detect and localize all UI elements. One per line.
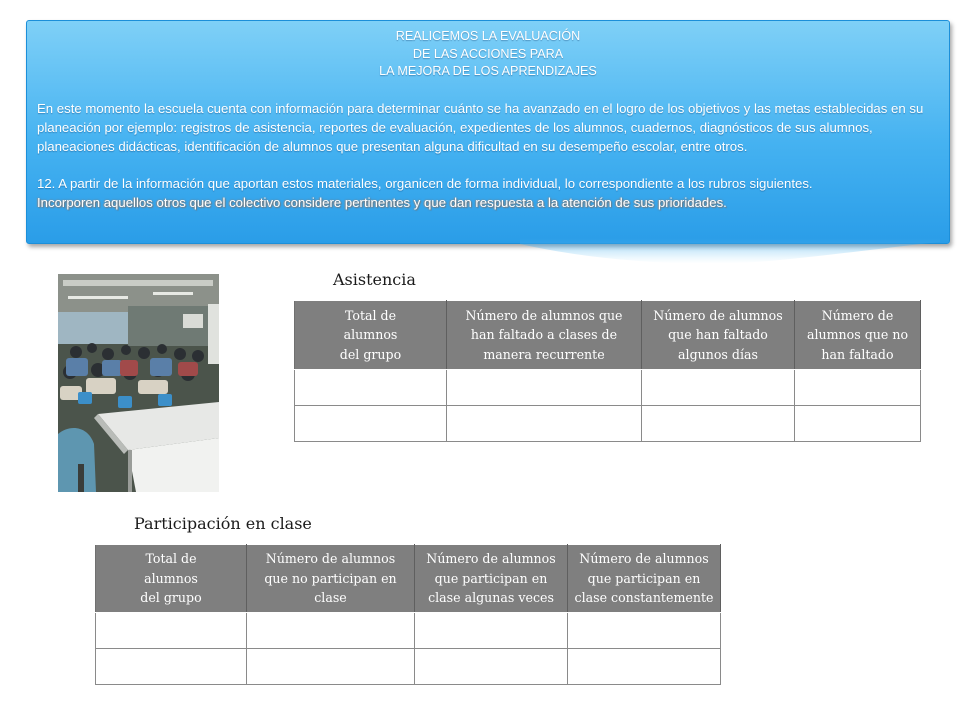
banner-paragraph: En este momento la escuela cuenta con información para determinar cuánto se ha avanzado en el logro de los objetivos y las metas establecidas en su planeación por ejemplo: registros de asistencia, reportes de evaluación, expedientes de los alumnos, cuadernos, diagnósticos de sus alumnos, planeaciones didácticas, identificación de alumnos que presentan alguna dificultad en su desempeño escolar, entre otros. bbox=[37, 100, 924, 154]
header-line: Total de bbox=[145, 551, 197, 567]
header-total-alumnos bbox=[96, 545, 247, 613]
table-cell[interactable] bbox=[447, 370, 642, 406]
header-total-alumnos bbox=[295, 301, 447, 370]
header-line: Número de alumnos bbox=[426, 551, 556, 567]
header-faltado-algunos-dias bbox=[642, 301, 795, 370]
asistencia-header-row bbox=[295, 301, 921, 370]
header-line: que participan en bbox=[434, 570, 548, 586]
header-line: han faltado a clases de bbox=[470, 327, 618, 343]
header-line: han faltado bbox=[821, 346, 894, 362]
header-line: Número de alumnos bbox=[653, 307, 783, 323]
participacion-header-row bbox=[96, 545, 721, 613]
table-cell[interactable] bbox=[96, 613, 247, 649]
header-line: que no participan en bbox=[264, 570, 397, 586]
table-cell[interactable] bbox=[795, 370, 921, 406]
table-cell[interactable] bbox=[415, 649, 568, 685]
header-line: clase algunas veces bbox=[428, 590, 554, 606]
table-row bbox=[295, 406, 921, 442]
header-participan-algunas-veces bbox=[415, 545, 568, 613]
header-line: alumnos bbox=[343, 327, 398, 343]
table-cell[interactable] bbox=[447, 406, 642, 442]
table-row bbox=[96, 613, 721, 649]
banner-title-line-1: REALICEMOS LA EVALUACIÓN bbox=[395, 29, 581, 43]
header-line: Número de alumnos bbox=[579, 551, 709, 567]
table-cell[interactable] bbox=[247, 613, 415, 649]
header-participan-constantemente bbox=[568, 545, 721, 613]
header-line: algunos días bbox=[678, 346, 758, 362]
header-line: alumnos bbox=[144, 570, 198, 586]
table-cell[interactable] bbox=[295, 370, 447, 406]
asistencia-table bbox=[294, 300, 921, 442]
header-line: del grupo bbox=[140, 590, 202, 606]
banner-item-12: 12. A partir de la información que aportan estos materiales, organicen de forma individual, lo correspondiente a los rubros siguientes. bbox=[37, 175, 813, 191]
table-cell[interactable] bbox=[295, 406, 447, 442]
header-line: del grupo bbox=[339, 346, 402, 362]
participacion-table bbox=[95, 544, 721, 685]
header-line: alumnos que no bbox=[806, 327, 909, 343]
header-line: Número de alumnos que bbox=[465, 307, 623, 323]
header-line: manera recurrente bbox=[483, 346, 605, 362]
header-line: Número de bbox=[821, 307, 894, 323]
header-line: Total de bbox=[344, 307, 397, 323]
table-cell[interactable] bbox=[795, 406, 921, 442]
classroom-photo bbox=[58, 274, 219, 492]
banner-title-line-3: LA MEJORA DE LOS APRENDIZAJES bbox=[379, 64, 597, 78]
header-line: clase constantemente bbox=[574, 590, 714, 606]
header-faltado-recurrente bbox=[447, 301, 642, 370]
header-no-han-faltado bbox=[795, 301, 921, 370]
participacion-title: Participación en clase bbox=[134, 514, 312, 533]
banner-overflow-line: Incorporen aquellos otros que el colectivo considere pertinentes y que dan respuesta a la atención de sus prioridades. bbox=[37, 194, 727, 210]
banner-title bbox=[37, 28, 939, 81]
table-cell[interactable] bbox=[642, 370, 795, 406]
table-cell[interactable] bbox=[96, 649, 247, 685]
header-line: clase bbox=[314, 590, 347, 606]
instruction-banner bbox=[26, 20, 950, 244]
table-cell[interactable] bbox=[568, 613, 721, 649]
table-cell[interactable] bbox=[415, 613, 568, 649]
table-cell[interactable] bbox=[642, 406, 795, 442]
header-line: Número de alumnos bbox=[265, 551, 396, 567]
table-row bbox=[295, 370, 921, 406]
header-no-participan bbox=[247, 545, 415, 613]
banner-wave-shadow bbox=[520, 238, 940, 268]
table-row bbox=[96, 649, 721, 685]
banner-title-line-2: DE LAS ACCIONES PARA bbox=[412, 46, 564, 61]
header-line: que participan en bbox=[587, 570, 701, 586]
asistencia-title: Asistencia bbox=[333, 270, 416, 289]
table-cell[interactable] bbox=[568, 649, 721, 685]
header-line: que han faltado bbox=[668, 327, 768, 343]
table-cell[interactable] bbox=[247, 649, 415, 685]
